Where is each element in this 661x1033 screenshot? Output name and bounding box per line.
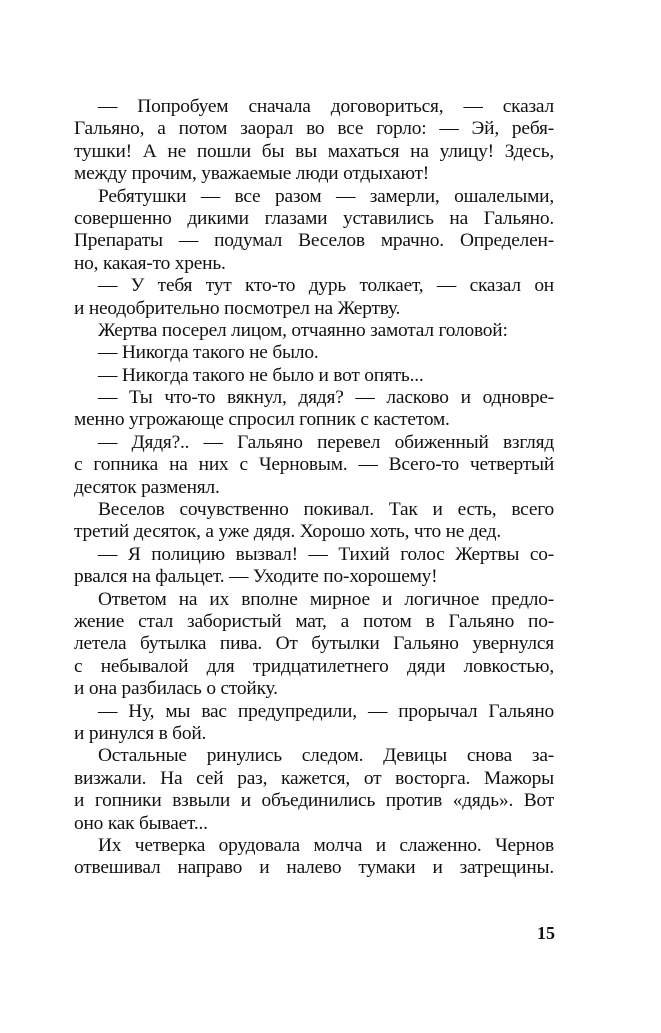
text-line: менно угрожающе спросил гопник с кастетом.	[74, 409, 450, 431]
text-line: Гальяно, а потом заорал во все горло: — Эй, ребя-	[74, 118, 554, 140]
text-line: Ответом на их вполне мирное и логичное предло-	[98, 588, 554, 610]
text-line: — Никогда такого не было и вот опять...	[98, 364, 424, 386]
text-line: Остальные ринулись следом. Девицы снова за-	[98, 745, 554, 767]
text-line: между прочим, уважаемые люди отдыхают!	[74, 163, 430, 185]
text-line: Ребятушки — все разом — замерли, ошалелыми,	[98, 185, 554, 207]
text-line: — Ты что-то вякнул, дядя? — ласково и одновре-	[98, 387, 554, 409]
text-line: тушки! А не пошли бы вы махаться на улицу! Здесь,	[74, 140, 554, 162]
text-line: Жертва посерел лицом, отчаянно замотал головой:	[98, 319, 508, 341]
text-line: жение стал забористый мат, а потом в Гальяно по-	[74, 610, 554, 632]
text-line: десяток разменял.	[74, 476, 220, 498]
text-line: с гопника на них с Черновым. — Всего-то четвертый	[74, 454, 554, 476]
text-line: — Попробуем сначала договориться, — сказал	[98, 96, 554, 117]
text-line: Их четверка орудовала молча и слаженно. Чернов	[98, 834, 554, 856]
text-line: и гопники взвыли и объединились против «дядь». Вот	[74, 790, 554, 812]
text-line: но, какая-то хрень.	[74, 252, 226, 274]
text-line: — Ну, мы вас предупредили, — прорычал Гальяно	[98, 700, 554, 722]
body-text	[74, 96, 554, 880]
text-line: визжали. На сей раз, кажется, от восторга. Мажоры	[74, 767, 554, 789]
text-line: отвешивал направо и налево тумаки и затрещины.	[74, 857, 554, 879]
text-line: и она разбилась о стойку.	[74, 678, 278, 700]
text-line: и ринулся в бой.	[74, 722, 207, 744]
text-line: — Никогда такого не было.	[98, 342, 319, 364]
page-number: 15	[537, 923, 555, 943]
text-line: летела бутылка пива. От бутылки Гальяно увернулся	[74, 633, 554, 655]
text-line: Веселов сочувственно покивал. Так и есть, всего	[98, 499, 554, 521]
text-line: третий десяток, а уже дядя. Хорошо хоть, что не дед.	[74, 521, 501, 543]
text-line: совершенно дикими глазами уставились на Гальяно.	[74, 207, 554, 229]
text-line: с небывалой для тридцатилетнего дяди ловкостью,	[74, 655, 554, 677]
text-line: — Дядя?.. — Гальяно перевел обиженный взгляд	[98, 431, 554, 453]
text-line: и неодобрительно посмотрел на Жертву.	[74, 297, 401, 319]
text-line: — У тебя тут кто-то дурь толкает, — сказал он	[98, 275, 554, 297]
text-line: рвался на фальцет. — Уходите по-хорошему!	[74, 566, 438, 588]
text-line: — Я полицию вызвал! — Тихий голос Жертвы со-	[98, 543, 554, 565]
text-line: оно как бывает...	[74, 812, 208, 834]
text-line: Препараты — подумал Веселов мрачно. Определен-	[74, 230, 554, 252]
